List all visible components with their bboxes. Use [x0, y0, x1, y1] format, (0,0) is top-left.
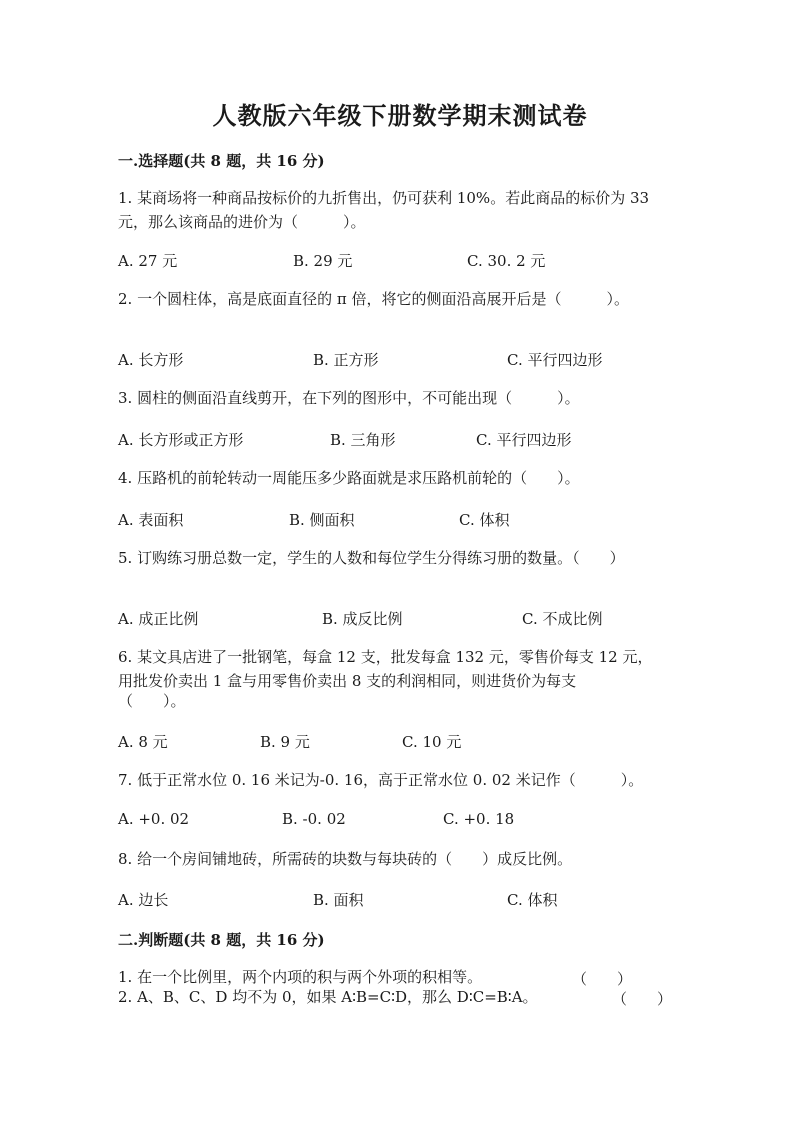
question-4-line-1: 4. 压路机的前轮转动一周能压多少路面就是求压路机前轮的（ ）。	[118, 469, 580, 487]
question-5-line-1: 5. 订购练习册总数一定，学生的人数和每位学生分得练习册的数量。（ ）	[118, 549, 625, 567]
question-5-option-c: C. 不成比例	[522, 610, 603, 628]
question-1-option-b: B. 29 元	[293, 252, 353, 270]
question-3-option-a: A. 长方形或正方形	[118, 431, 244, 449]
question-4-option-b: B. 侧面积	[289, 511, 355, 529]
question-6-option-a: A. 8 元	[118, 733, 168, 751]
question-8-option-a: A. 边长	[118, 891, 169, 909]
question-8-line-1: 8. 给一个房间铺地砖，所需砖的块数与每块砖的（ ）成反比例。	[118, 850, 573, 868]
page-title: 人教版六年级下册数学期末测试卷	[212, 101, 588, 130]
question-7-option-a: A. +0. 02	[118, 810, 190, 828]
question-1-line-1: 1. 某商场将一种商品按标价的九折售出，仍可获利 10%。若此商品的标价为 33	[118, 189, 650, 207]
question-7-line-1: 7. 低于正常水位 0. 16 米记为-0. 16，高于正常水位 0. 02 米记作（ ）。	[118, 771, 644, 789]
question-6-line-2: 用批发价卖出 1 盒与用零售价卖出 8 支的利润相同，则进货价为每支	[118, 672, 577, 690]
question-6-line-3: （ ）。	[118, 692, 186, 710]
question-1-option-c: C. 30. 2 元	[467, 252, 546, 270]
question-2-option-a: A. 长方形	[118, 351, 184, 369]
question-2-option-c: C. 平行四边形	[507, 351, 603, 369]
question-8-option-b: B. 面积	[313, 891, 364, 909]
question-1-option-a: A. 27 元	[118, 252, 178, 270]
question-2-option-b: B. 正方形	[313, 351, 379, 369]
question-5-option-b: B. 成反比例	[322, 610, 403, 628]
section-heading-choice: 一.选择题(共 8 题，共 16 分)	[118, 152, 325, 170]
question-2-line-1: 2. 一个圆柱体，高是底面直径的 π 倍，将它的侧面沿高展开后是（ ）。	[118, 290, 629, 308]
question-6-option-b: B. 9 元	[260, 733, 310, 751]
question-5-option-a: A. 成正比例	[118, 610, 199, 628]
question-3-option-b: B. 三角形	[330, 431, 396, 449]
question-6-option-c: C. 10 元	[402, 733, 462, 751]
question-7-option-c: C. +0. 18	[443, 810, 515, 828]
question-4-option-c: C. 体积	[459, 511, 510, 529]
question-8-option-c: C. 体积	[507, 891, 558, 909]
judgement-1-answer-blank: （ ）	[572, 970, 633, 988]
question-6-line-1: 6. 某文具店进了一批钢笔，每盒 12 支，批发每盒 132 元，零售价每支 12 元，	[118, 648, 653, 666]
judgement-1-text: 1. 在一个比例里，两个内项的积与两个外项的积相等。	[118, 968, 483, 986]
question-1-line-2: 元，那么该商品的进价为（ ）。	[118, 213, 366, 231]
judgement-2-text: 2. A、B、C、D 均不为 0，如果 A∶B=C∶D，那么 D∶C=B∶A。	[118, 988, 538, 1006]
section-heading-judgement: 二.判断题(共 8 题，共 16 分)	[118, 931, 325, 949]
judgement-2-answer-blank: （ ）	[612, 990, 673, 1008]
question-3-option-c: C. 平行四边形	[476, 431, 572, 449]
question-3-line-1: 3. 圆柱的侧面沿直线剪开，在下列的图形中，不可能出现（ ）。	[118, 389, 580, 407]
question-4-option-a: A. 表面积	[118, 511, 184, 529]
question-7-option-b: B. -0. 02	[282, 810, 346, 828]
